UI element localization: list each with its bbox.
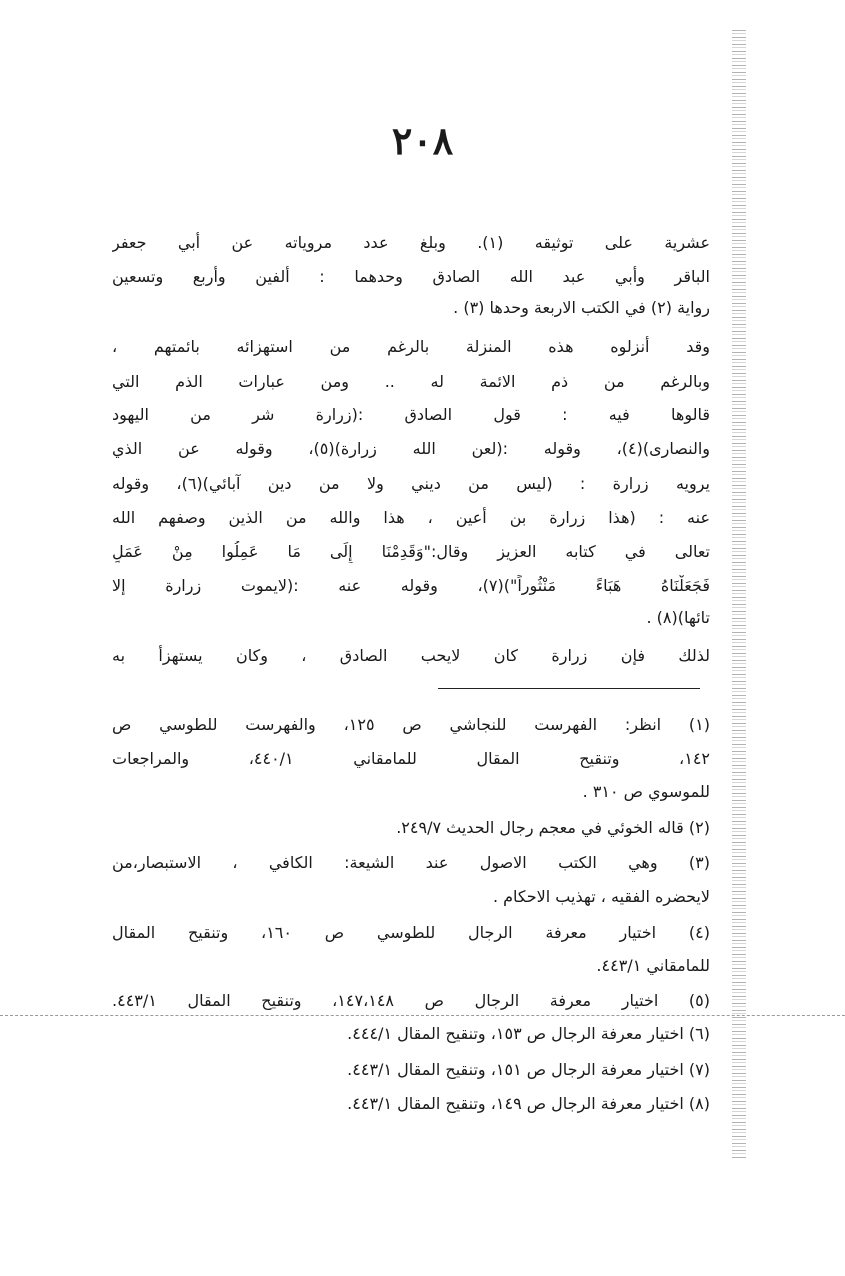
body-line: الباقر وأبي عبد الله الصادق وحدهما : ألفين وأربع وتسعين — [112, 267, 710, 286]
body-line: والنصارى)(٤)، وقوله :(لعن الله زرارة)(٥)، وقوله عن الذي — [112, 439, 710, 458]
footnote-separator — [438, 688, 700, 689]
footnote-line: (٣) وهي الكتب الاصول عند الشيعة: الكافي ، الاستبصار،من — [112, 853, 710, 872]
footnote-line: (٢) قاله الخوئي في معجم رجال الحديث ٢٤٩/٧. — [396, 818, 710, 837]
footnote-line: لايحضره الفقيه ، تهذيب الاحكام . — [492, 887, 710, 906]
body-line: وقد أنزلوه هذه المنزلة بالرغم من استهزائه بائمتهم ، — [112, 337, 710, 356]
body-line: عنه : (هذا زرارة بن أعين ، هذا والله من الذين وصفهم الله — [112, 508, 710, 527]
scanned-page-edge — [732, 30, 746, 1160]
body-line: لذلك فإن زرارة كان لايحب الصادق ، وكان يستهزأ به — [112, 646, 710, 665]
scan-seam-line — [0, 1015, 845, 1016]
body-line: يرويه زرارة : (ليس من ديني ولا من دين آبائي)(٦)، وقوله — [112, 474, 710, 493]
body-line: فَجَعَلْنَاهُ هَبَاءً مَنْثُوراً")(٧)، وقوله عنه :(لايموت زرارة إلا — [112, 576, 710, 595]
footnote-line: (٥) اختيار معرفة الرجال ص ١٤٧،١٤٨، وتنقيح المقال ٤٤٣/١. — [112, 991, 710, 1010]
body-line: تعالى في كتابه العزيز وقال:"وَقَدِمْنَا إِلَى مَا عَمِلُوا مِنْ عَمَلٍ — [112, 542, 710, 561]
footnote-line: (٧) اختيار معرفة الرجال ص ١٥١، وتنقيح المقال ٤٤٣/١. — [347, 1060, 710, 1079]
footnote-line: (٨) اختيار معرفة الرجال ص ١٤٩، وتنقيح المقال ٤٤٣/١. — [347, 1094, 710, 1113]
page-number: ٢٠٨ — [391, 118, 454, 163]
footnote-line: (٤) اختيار معرفة الرجال للطوسي ص ١٦٠، وتنقيح المقال — [112, 923, 710, 942]
footnote-line: (١) انظر: الفهرست للنجاشي ص ١٢٥، والفهرست للطوسي ص — [112, 715, 710, 734]
footnote-line: للمامقاني ٤٤٣/١. — [596, 956, 710, 975]
footnote-line: ١٤٢، وتنقيح المقال للمامقاني ٤٤٠/١، والمراجعات — [112, 749, 710, 768]
body-line: عشرية على توثيقه (١). وبلغ عدد مروياته عن أبي جعفر — [112, 233, 710, 252]
footnote-line: (٦) اختيار معرفة الرجال ص ١٥٣، وتنقيح المقال ٤٤٤/١. — [347, 1024, 710, 1043]
body-line: قالوها فيه : قول الصادق :(زرارة شر من اليهود — [112, 405, 710, 424]
footnote-line: للموسوي ص ٣١٠ . — [582, 782, 710, 801]
body-line: تائها)(٨) . — [646, 608, 710, 627]
body-line: وبالرغم من ذم الائمة له .. ومن عبارات الذم التي — [112, 372, 710, 391]
body-line: رواية (٢) في الكتب الاربعة وحدها (٣) . — [453, 298, 710, 317]
